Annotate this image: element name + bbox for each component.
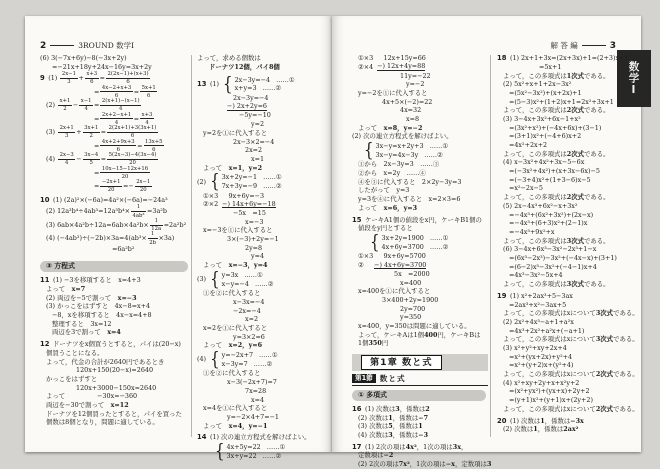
- math-line: x=400，y=350は問題に適している。: [358, 321, 471, 330]
- section-bar: ③ 方程式: [40, 261, 188, 272]
- math-line: y=−2: [406, 80, 425, 89]
- column-2: [197, 54, 330, 461]
- equation-system: { 3x+2y=1900 ……① 4x+6y=3700 ……②: [370, 230, 449, 254]
- column-divider: [191, 55, 192, 437]
- math-line: (6) 3(−7x+6y)−8(−3x+2y): [40, 54, 127, 63]
- left-page-header: [40, 40, 134, 51]
- math-line: ドーナツ12個，パイ8個: [209, 62, 280, 71]
- math-line: (2) 12a³b⁴÷4ab³=12a³b⁴× $\frac{1}{\text{4ab³}}$ =3a²b: [46, 204, 167, 219]
- section-heading: [352, 374, 488, 386]
- math-line: =(3x²+x²)+(−4x+6x)+(3−1): [509, 123, 602, 132]
- math-line: (4) $\frac{2x-3}{4}$ − $\frac{3x-4}{5}$ = $\frac{5(2x-3)-4(3x-4)}{20}$: [46, 152, 157, 167]
- math-line: よって，この多項式はxについて2次式である。: [503, 370, 639, 379]
- chapter-heading: [352, 354, 488, 371]
- math-line: x−3(−2x+7)=7: [227, 378, 277, 387]
- spacer: [352, 348, 488, 351]
- column-4: [497, 54, 637, 434]
- math-line: (4) 次数は3，係数は−3: [358, 430, 429, 439]
- math-line: ①から 2x−3y=3 ……③: [358, 160, 440, 169]
- math-line: 9 (1) $\frac{2x-1}{3}$ + $\frac{x+3}{6}$ = $\frac{2(2x-1)+(x+3)}{6}$: [40, 71, 149, 86]
- subject-edge-tab: 数学Ⅰ: [617, 50, 651, 107]
- math-line: (3) 3−4x+3x²+6x−1+x²: [503, 114, 581, 123]
- math-line: 12 ドーナツをx個買うとすると，パイは(20−x): [40, 340, 181, 349]
- math-line: よって，この多項式は2次式である。: [503, 149, 610, 158]
- math-line: よって x=6，y=3: [358, 203, 418, 212]
- math-line: =−4x³+(6x²+3x²)+(2x−x): [509, 210, 594, 219]
- math-line: x=4: [251, 395, 265, 404]
- math-line: =−4x³+(6+3)x²+(2−1)x: [509, 219, 588, 228]
- math-line: かっこをはずすと: [46, 375, 98, 384]
- math-line: よって x=2，y=6: [203, 341, 263, 350]
- math-line: よって，この多項式は2次式である。: [503, 106, 610, 115]
- math-line: ①×3 9x+6y=5700: [358, 252, 426, 261]
- math-line: 2x=2: [245, 146, 263, 155]
- math-line: (3) 次数は5，係数は1: [358, 422, 423, 431]
- math-line: x=4を①に代入すると: [203, 404, 268, 413]
- math-line: ドーナツを12個買ったとすると，パイを買った: [46, 409, 182, 418]
- math-line: 10 (1) (2a)²×(−6a)=4a²×(−6a)=−24a³: [40, 196, 168, 205]
- math-line: ①×3 9x+6y=−3: [203, 191, 265, 200]
- math-line: 定数項は−2: [358, 451, 394, 460]
- math-line: y=4: [251, 252, 265, 261]
- spacer: [40, 254, 190, 257]
- equation-system: (4) { y=−2x+7 ……① x−3y=7 ……②: [197, 347, 278, 371]
- left-header-title: 3ROUND 数学Ⅰ: [78, 41, 135, 50]
- math-line: よって，この多項式はxについて3次式である。: [503, 335, 639, 344]
- math-line: (4) x−3x²+4x²+3x−5−6x: [503, 158, 585, 167]
- chapter-title: 第1章 数と式: [361, 355, 442, 370]
- math-line: (2) 5x²+x+1+2x−3x²: [503, 80, 572, 89]
- math-line: =(3+1)x²+(−4+6)x+2: [509, 132, 582, 141]
- right-page-header: [550, 40, 616, 51]
- math-line: (6) 3−4x+6x³−3x²−2x³+1−x: [503, 245, 597, 254]
- math-line: x=400: [400, 278, 422, 287]
- math-line: よって x=8，y=−2: [358, 123, 423, 132]
- math-line: 19 (1) x²+2ax³+5−3ax: [497, 291, 573, 300]
- math-line: (2) 2次の項は7x²，1次の項は−x，定数項は3: [358, 460, 492, 469]
- math-line: 両辺を3で割って x=4: [52, 328, 121, 337]
- math-line: (3) x²+y²+xy+2x+4: [503, 344, 567, 353]
- math-line: よって，この多項式は3次式である。: [503, 280, 610, 289]
- math-line: ①×3 12x+15y=66: [358, 54, 426, 63]
- math-line: −) 2x+2y=6: [227, 102, 268, 111]
- math-line: 3×(−3)+2y=−1: [227, 235, 279, 244]
- math-line: =(−3+4)x²+(1+3−6)x−5: [509, 175, 591, 184]
- math-line: y=350: [400, 313, 422, 322]
- math-line: y=3を④に代入すると x=2×3=6: [358, 195, 461, 204]
- right-page-number: 3: [609, 41, 616, 51]
- math-line: 両辺を−30で割って x=12: [46, 401, 129, 410]
- math-line: =(5−3)x²+(1+2)x+1=2x²+3x+1: [509, 97, 614, 106]
- math-line: = $\frac{4x-2+x+3}{6}$ = $\frac{5x+1}{6}$: [94, 84, 156, 99]
- section-bar: ① 多項式: [352, 390, 486, 401]
- math-line: y=3×2=6: [233, 332, 265, 341]
- math-line: 値段をy円とすると: [358, 224, 413, 233]
- math-line: 整理すると 3x=12: [52, 319, 112, 328]
- math-line: 個数は8個となり，問題に適している。: [46, 418, 159, 427]
- section-title: 数と式: [379, 373, 406, 383]
- math-line: =2ax³+x²−3ax+5: [509, 300, 567, 309]
- math-line: (2) 次数は1，係数は2ax²: [503, 425, 579, 434]
- math-line: =4x³−3x²−5x+4: [509, 271, 563, 280]
- column-divider: [490, 55, 491, 437]
- math-line: y=2: [251, 120, 265, 129]
- math-line: 2x−3y=−4: [233, 94, 269, 103]
- math-line: (4) (−4ab³)÷(−2b)×3a=4(ab³× $\frac{1}{2b}$ ×3a): [46, 231, 175, 246]
- math-line: よって x=7: [46, 284, 86, 293]
- math-line: =x²+(yx+2x)+y²+4: [509, 352, 573, 361]
- math-line: y=2を①に代入すると: [203, 128, 268, 137]
- math-line: =(−3x²+4x²)+(x+3x−6x)−5: [509, 167, 600, 176]
- math-line: (3) かっこをはずすと 4x−8=x+4: [46, 302, 151, 311]
- math-line: x=−3: [245, 217, 264, 226]
- math-line: 15 ケーキA1個の値段をx円，ケーキB1個の: [352, 215, 482, 224]
- math-line: −8，xを移項すると 4x−x=4+8: [52, 311, 152, 320]
- math-line: (3) $\frac{2x+1}{3}$ + $\frac{3x+1}{2}$ = $\frac{2(2x+1)+3(3x+1)}{6}$: [46, 125, 157, 140]
- equation-system: { 3x−y=x+2y+3 ……① 3x−y=4x−3y ……②: [364, 138, 449, 162]
- math-line: よって，ケーキAは1個400円，ケーキBは: [358, 330, 481, 339]
- math-line: (2) 次数は1，係数は−7: [358, 413, 429, 422]
- math-line: よって x=4，y=−1: [203, 421, 268, 430]
- math-line: (5) 2x−4x³+6x²−x+3x²: [503, 201, 578, 210]
- math-line: =5x+1: [539, 62, 562, 71]
- math-line: 120x+150(20−x)=2640: [76, 366, 154, 375]
- math-line: =(y+1)x²+(y+1)x+(2y+2): [509, 396, 593, 405]
- math-line: 11 (1) −3を移項すると x=4+3: [40, 276, 141, 285]
- column-3: [352, 54, 492, 469]
- math-line: よって，この多項式は3次式である。: [503, 236, 610, 245]
- math-line: 11y=−22: [400, 71, 431, 80]
- math-line: = $\frac{2x+2-x+1}{4}$ = $\frac{x+3}{4}$: [94, 111, 153, 126]
- math-line: x=400を①に代入すると: [358, 287, 431, 296]
- math-line: 個買うことになる。: [46, 348, 104, 357]
- column-1: [40, 54, 190, 427]
- math-line: x=−3を①に代入すると: [203, 226, 273, 235]
- header-rule: [582, 45, 606, 46]
- right-header-title: 解 答 編: [550, 41, 578, 50]
- math-line: (2) 両辺を−5で割って x=−3: [46, 293, 137, 302]
- math-line: =4x³+2x²+a²x+(−a+1): [509, 326, 585, 335]
- math-line: (2) $\frac{x+1}{2}$ − $\frac{x-1}{4}$ = $\frac{2(x+1)-(x-1)}{4}$: [46, 98, 140, 113]
- math-line: x=8: [406, 114, 420, 123]
- math-line: −2x=−4: [233, 306, 261, 315]
- math-line: =(6x³−2x³)−3x²+(−4x−x)+(3+1): [509, 253, 617, 262]
- math-line: =−4x³+9x²+x: [509, 227, 555, 236]
- equation-system: { 4x+5y=22 ……① 3x+y=22 ……②: [215, 439, 286, 463]
- equation-system: 13 (1) { 2x−3y=−4 ……① x+y=3 ……②: [197, 72, 295, 95]
- math-line: 14 (1) 次の連立方程式を解けばよい。: [197, 433, 311, 442]
- math-line: 20 (1) 次数は1，係数は−3x: [497, 416, 584, 425]
- math-line: よって x=1，y=2: [203, 163, 263, 172]
- math-line: y=−2×4+7=−1: [227, 412, 280, 421]
- math-line: ②から x=2y ……④: [358, 169, 426, 178]
- math-line: (2) 次の連立方程式を解けばよい。: [352, 132, 453, 141]
- equation-system: (2) { 3x+2y=−1 ……① 7x+3y=−9 ……②: [197, 169, 282, 193]
- math-line: ①を②に代入すると: [203, 289, 261, 298]
- math-line: 4x=32: [400, 106, 422, 115]
- math-line: 16 (1) 次数は3，係数は2: [352, 404, 430, 413]
- math-line: よって，この多項式はxについて3次式である。: [503, 309, 639, 318]
- math-line: 17 (1) 2次の項は4x²，1次の項は3x，: [352, 442, 468, 451]
- math-line: 2x−3×2=−4: [233, 137, 275, 146]
- math-line: ①を②に代入すると: [203, 369, 261, 378]
- math-line: ② −) 4x+6y=3700: [358, 260, 427, 270]
- math-line: y=−2を①に代入すると: [358, 88, 428, 97]
- math-line: x−3x=−4: [233, 297, 265, 306]
- math-line: 7x=28: [245, 386, 267, 395]
- math-line: よって，代金の合計が2640円であるとき: [46, 357, 165, 366]
- math-line: よって x=−3，y=4: [203, 261, 268, 270]
- math-line: よって −30x=−360: [46, 392, 138, 401]
- left-page-number: 2: [40, 41, 47, 51]
- math-line: (4) x²+xy+2y+x+x²y+2: [503, 378, 580, 387]
- math-line: =−21x+18y+24x−16y=3x+2y: [52, 62, 152, 71]
- math-line: ②×4 −) 12x+4y=88: [358, 62, 426, 71]
- math-line: = $\frac{4x+2+9x+3}{6}$ = $\frac{13x+5}{6}$: [94, 138, 163, 153]
- math-line: したがって y=3: [358, 186, 410, 195]
- header-rule: [50, 45, 74, 46]
- math-line: (3) 6ab×4a²b÷12a=6ab×4a²b× $\frac{1}{12a}$ =2a²b²: [46, 217, 187, 232]
- math-line: ④を③に代入すると 2×2y−3y=3: [358, 177, 462, 186]
- math-line: よって，この多項式は1次式である。: [503, 71, 610, 80]
- math-line: 1個350円: [358, 339, 389, 348]
- math-line: 2y=8: [245, 243, 263, 252]
- math-line: x=1: [251, 154, 265, 163]
- math-line: =(x²+yx²)+(yx+x)+2y+2: [509, 387, 590, 396]
- section-label: 第1節: [352, 374, 376, 383]
- math-line: よって，この多項式は2次式である。: [503, 193, 610, 202]
- math-line: x=2を①に代入すると: [203, 324, 268, 332]
- math-line: x=2: [245, 315, 259, 324]
- math-line: =x²−2x−5: [509, 184, 543, 193]
- math-line: =4x²+2x+2: [509, 141, 548, 150]
- math-line: =(6−2)x³−3x²+(−4−1)x+4: [509, 262, 597, 271]
- math-line: −5y=−10: [239, 111, 271, 120]
- math-line: =6a²b²: [112, 245, 135, 254]
- math-line: =(5x²−3x²)+(x+2x)+1: [509, 88, 582, 97]
- math-line: 18 (1) 2x+1+3x=(2x+3x)+1=(2+3)x+1: [497, 53, 629, 63]
- math-line: = $\frac{-2x+1}{20}$ =− $\frac{2x-1}{20}$: [94, 179, 151, 194]
- math-line: 120x+3000−150x=2640: [76, 383, 157, 392]
- math-line: よって，求める個数は: [197, 54, 261, 63]
- math-line: よって，この多項式はxについて2次式である。: [503, 404, 639, 413]
- math-line: 2y=700: [400, 304, 426, 313]
- math-line: = $\frac{10x-15-12x+16}{20}$: [94, 165, 149, 180]
- math-line: 4x+5×(−2)=22: [382, 97, 433, 106]
- math-line: (2) 2x²+4x³−a+1+a²x: [503, 317, 574, 326]
- math-line: ②×2 −) 14x+6y=−18: [203, 199, 276, 209]
- math-line: 5x =2000: [394, 269, 430, 278]
- math-line: =x²+(y+2)x+(y²+4): [509, 361, 574, 370]
- equation-system: (3) { y=3x ……① x−y=−4 ……②: [197, 267, 274, 291]
- math-line: 3×400+2y=1900: [382, 295, 439, 304]
- math-line: −5x =15: [233, 209, 266, 218]
